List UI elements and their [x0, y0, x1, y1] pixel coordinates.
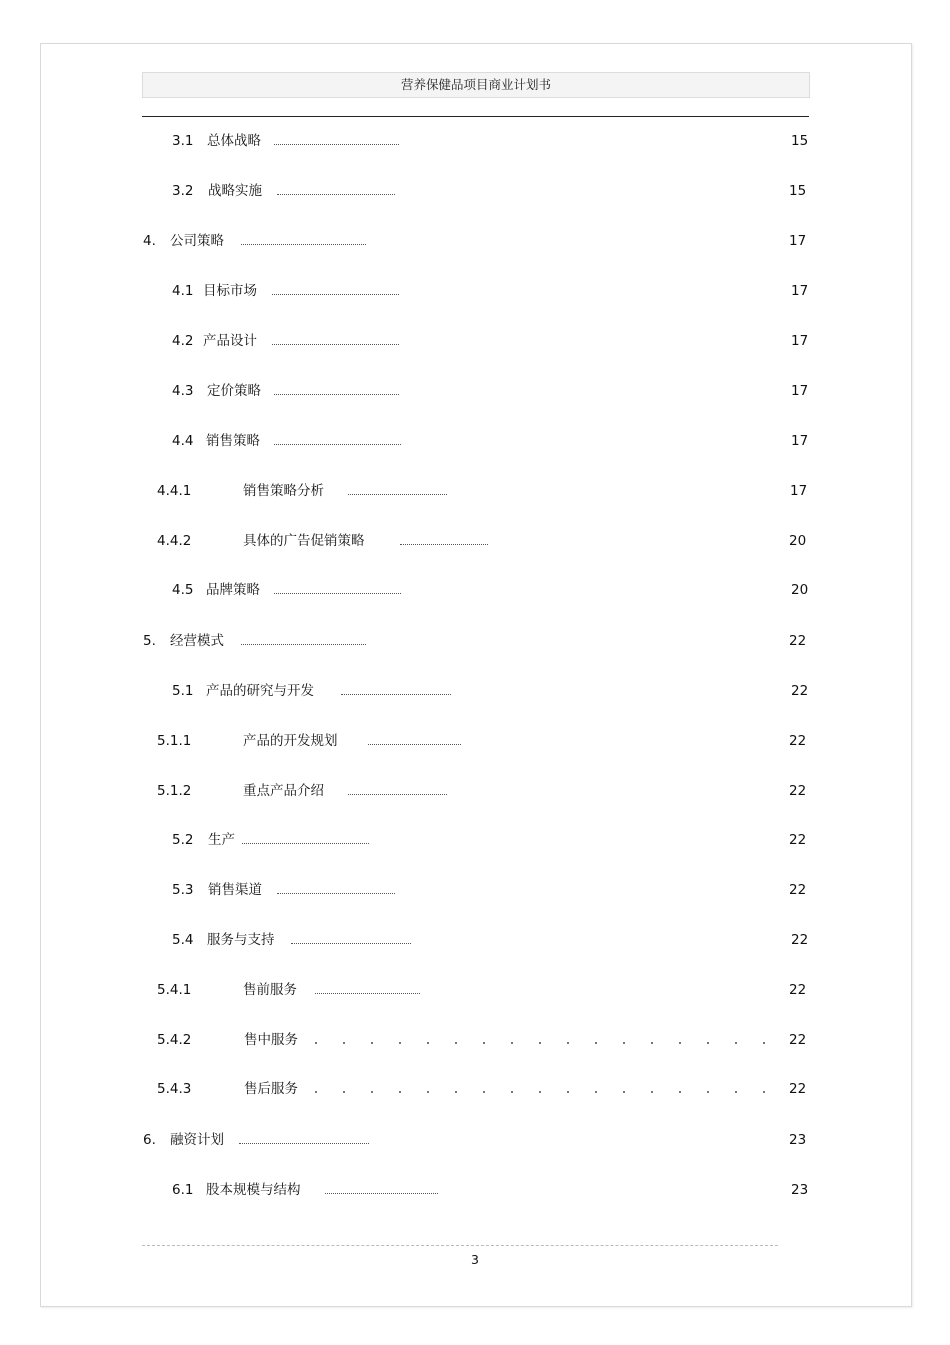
toc-dot-leader: [400, 544, 488, 545]
toc-entry-page-number: 22: [789, 733, 807, 749]
toc-entry[interactable]: [0, 930, 950, 950]
toc-entry-number: 5.2: [172, 832, 194, 848]
toc-entry-number: 5.4.2: [157, 1032, 192, 1048]
toc-entry-page-number: 22: [789, 982, 807, 998]
toc-entry-page-number: 22: [789, 1081, 807, 1097]
toc-entry[interactable]: [0, 481, 950, 501]
toc-entry-title: 战略实施: [208, 183, 262, 199]
toc-entry-title: 销售渠道: [208, 882, 262, 898]
toc-entry-number: 5.4.3: [157, 1081, 192, 1097]
toc-entry[interactable]: [0, 1130, 950, 1150]
toc-dot-leader: [272, 344, 399, 345]
toc-entry-page-number: 22: [791, 683, 809, 699]
toc-entry-number: 4.: [143, 233, 156, 249]
toc-dot-leader: [242, 843, 369, 844]
toc-entry-number: 3.2: [172, 183, 194, 199]
toc-dot-leader: [348, 494, 447, 495]
toc-entry-number: 5.3: [172, 882, 194, 898]
toc-entry-page-number: 23: [789, 1132, 807, 1148]
toc-entry[interactable]: [0, 880, 950, 900]
toc-entry[interactable]: [0, 181, 950, 201]
toc-entry-title: 售中服务: [244, 1032, 298, 1048]
header-rule: [142, 116, 809, 117]
toc-entry-number: 4.1: [172, 283, 194, 299]
toc-entry-title: 产品的开发规划: [243, 733, 338, 749]
toc-entry-number: 5.1: [172, 683, 194, 699]
toc-entry-page-number: 17: [789, 233, 807, 249]
toc-entry-page-number: 17: [791, 333, 809, 349]
toc-entry[interactable]: [0, 580, 950, 600]
toc-dot-leader: [368, 744, 461, 745]
toc-entry-page-number: 22: [791, 932, 809, 948]
toc-entry[interactable]: [0, 731, 950, 751]
toc-entry-number: 6.1: [172, 1182, 194, 1198]
toc-entry-number: 4.4: [172, 433, 194, 449]
toc-entry[interactable]: [0, 431, 950, 451]
toc-entry-page-number: 20: [791, 582, 809, 598]
toc-dot-leader: [348, 794, 447, 795]
toc-entry[interactable]: [0, 980, 950, 1000]
toc-entry-title: 品牌策略: [206, 582, 260, 598]
toc-entry[interactable]: [0, 631, 950, 651]
toc-entry[interactable]: [0, 781, 950, 801]
toc-entry-title: 公司策略: [170, 233, 224, 249]
toc-dot-leader: [274, 593, 401, 594]
toc-entry-number: 4.4.1: [157, 483, 192, 499]
toc-entry-number: 6.: [143, 1132, 156, 1148]
toc-entry[interactable]: [0, 381, 950, 401]
toc-dot-leader: [315, 993, 420, 994]
toc-dot-leader: [274, 444, 401, 445]
toc-entry[interactable]: [0, 331, 950, 351]
toc-entry[interactable]: [0, 1030, 950, 1050]
toc-entry-number: 5.4: [172, 932, 194, 948]
toc-entry-title: 股本规模与结构: [206, 1182, 301, 1198]
toc-entry-title: 重点产品介绍: [243, 783, 324, 799]
toc-entry-number: 4.4.2: [157, 533, 192, 549]
toc-entry[interactable]: [0, 681, 950, 701]
toc-dot-leader: [272, 294, 399, 295]
toc-entry-title: 产品设计: [203, 333, 257, 349]
toc-entry-number: 5.1.2: [157, 783, 192, 799]
toc-entry-title: 融资计划: [170, 1132, 224, 1148]
toc-entry[interactable]: [0, 281, 950, 301]
toc-entry-title: 目标市场: [203, 283, 257, 299]
toc-entry-title: 售后服务: [244, 1081, 298, 1097]
toc-entry-page-number: 22: [789, 783, 807, 799]
toc-entry[interactable]: [0, 131, 950, 151]
footer-rule: [142, 1245, 778, 1246]
toc-dot-leader: [274, 394, 399, 395]
toc-dot-leader: [291, 943, 411, 944]
toc-entry-title: 经营模式: [170, 633, 224, 649]
toc-dot-leader: [325, 1193, 438, 1194]
toc-entry-page-number: 17: [791, 433, 809, 449]
toc-entry-title: 服务与支持: [207, 932, 275, 948]
toc-dot-leader: [341, 694, 451, 695]
toc-entry-page-number: 15: [789, 183, 807, 199]
toc-entry-number: 4.2: [172, 333, 194, 349]
toc-dot-leader: [239, 1143, 369, 1144]
toc-dot-leader: [277, 194, 395, 195]
toc-entry-title: 总体战略: [207, 133, 261, 149]
toc-entry-page-number: 17: [790, 483, 808, 499]
toc-entry-number: 3.1: [172, 133, 194, 149]
toc-entry-title: 定价策略: [207, 383, 261, 399]
toc-entry-number: 5.1.1: [157, 733, 192, 749]
toc-entry[interactable]: [0, 531, 950, 551]
toc-entry-number: 5.: [143, 633, 156, 649]
toc-entry[interactable]: [0, 1180, 950, 1200]
toc-dot-leader: [315, 1042, 770, 1044]
running-header: [142, 72, 810, 98]
toc-entry-title: 生产: [208, 832, 235, 848]
toc-entry-title: 售前服务: [243, 982, 297, 998]
toc-entry-page-number: 15: [791, 133, 809, 149]
toc-entry[interactable]: [0, 830, 950, 850]
toc-entry-title: 销售策略: [206, 433, 260, 449]
toc-dot-leader: [274, 144, 399, 145]
toc-entry[interactable]: [0, 1079, 950, 1099]
toc-entry-page-number: 22: [789, 633, 807, 649]
toc-dot-leader: [241, 244, 366, 245]
toc-entry-page-number: 17: [791, 383, 809, 399]
toc-entry-page-number: 20: [789, 533, 807, 549]
running-header-title: 营养保健品项目商业计划书: [400, 77, 551, 92]
toc-entry-number: 4.3: [172, 383, 194, 399]
toc-entry-page-number: 22: [789, 832, 807, 848]
toc-entry-page-number: 22: [789, 882, 807, 898]
toc-dot-leader: [277, 893, 395, 894]
toc-entry-page-number: 17: [791, 283, 809, 299]
toc-dot-leader: [315, 1091, 770, 1093]
toc-entry-title: 销售策略分析: [243, 483, 324, 499]
toc-dot-leader: [241, 644, 366, 645]
toc-entry-page-number: 23: [791, 1182, 809, 1198]
toc-entry-title: 具体的广告促销策略: [243, 533, 365, 549]
toc-entry-number: 5.4.1: [157, 982, 192, 998]
toc-entry-title: 产品的研究与开发: [206, 683, 314, 699]
toc-entry[interactable]: [0, 231, 950, 251]
toc-entry-number: 4.5: [172, 582, 194, 598]
page-number: 3: [471, 1252, 479, 1267]
toc-entry-page-number: 22: [789, 1032, 807, 1048]
